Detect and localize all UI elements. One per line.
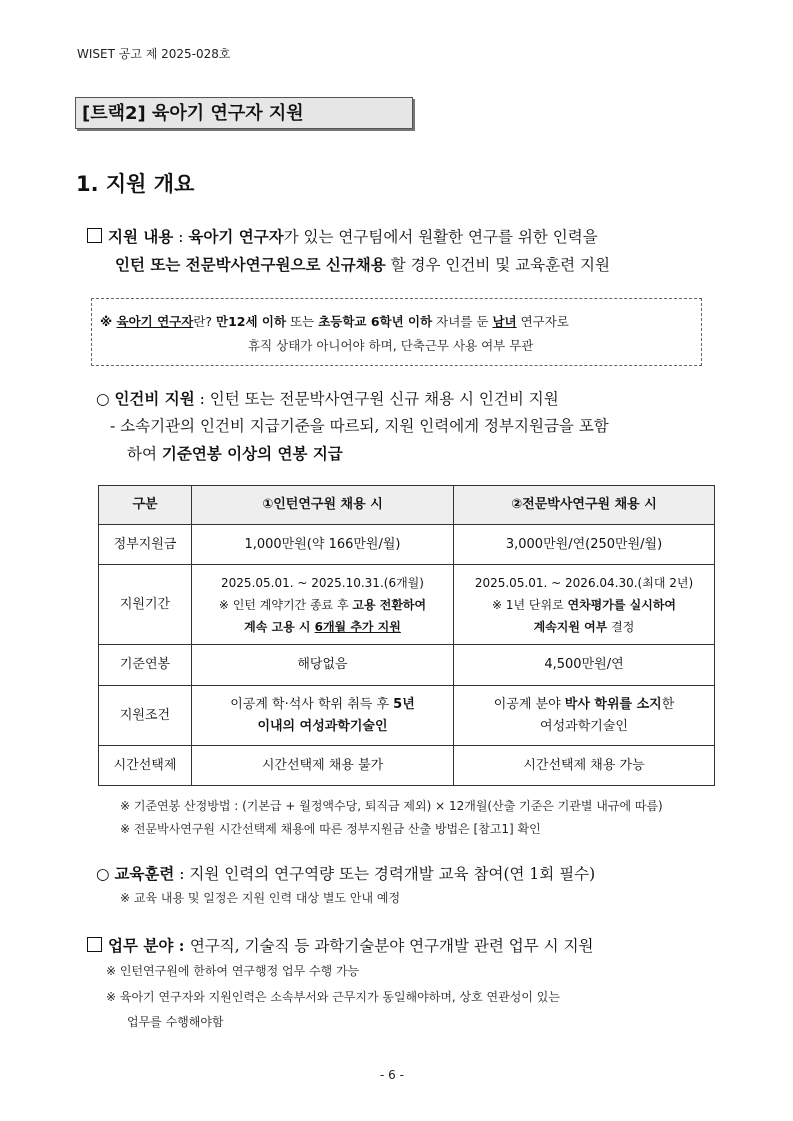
table-header-category: 구분 [99, 486, 192, 525]
circle-bullet-icon: ○ [96, 390, 115, 408]
table-note-time-selective: ※ 전문박사연구원 시간선택제 채용에 따른 정부지원금 산출 방법은 [참고1] 확인 [120, 822, 541, 836]
table-row-gov-funding: 정부지원금 1,000만원(약 166만원/월) 3,000만원/연(250만원/월) [99, 525, 715, 565]
table-row-time-selective: 시간선택제 시간선택제 채용 불가 시간선택제 채용 가능 [99, 746, 715, 786]
definition-note-box [91, 298, 702, 366]
support-content-line1: 지원 내용 : 육아기 연구자가 있는 연구팀에서 원활한 연구를 위한 인력을 [87, 225, 598, 247]
childcare-researcher-term: 육아기 연구자 [188, 228, 284, 246]
circle-bullet-icon: ○ [96, 865, 115, 883]
support-table [98, 485, 715, 786]
table-header-postdoc: ②전문박사연구원 채용 시 [454, 486, 715, 525]
work-field-note2-cont: 업무를 수행해야함 [127, 1015, 224, 1029]
page-number: - 6 - [380, 1068, 404, 1082]
training-line: ○ 교육훈련 : 지원 인력의 연구역량 또는 경력개발 교육 참여(연 1회 필수) [96, 865, 596, 883]
work-field-note2: ※ 육아기 연구자와 지원인력은 소속부서와 근무지가 동일해야하며, 상호 연관성이 있는 [106, 990, 560, 1004]
table-note-salary-calc: ※ 기준연봉 산정방법 : (기본급 + 월정액수당, 퇴직금 제외) × 12개월(산출 기준은 기관별 내규에 따름) [120, 799, 663, 813]
definition-note-line2: 휴직 상태가 아니어야 하며, 단축근무 사용 여부 무관 [248, 338, 534, 353]
labor-support-line: ○ 인건비 지원 : 인턴 또는 전문박사연구원 신규 채용 시 인건비 지원 [96, 390, 559, 408]
table-row-period: 지원기간 2025.05.01. ~ 2025.10.31.(6개월) ※ 인턴 계약기간 종료 후 고용 전환하여 계속 고용 시 6개월 추가 지원 2025.05.01. ~ 2026.04.30.(최대 2년) ※ 1년 단위로 연차평가를 실시하여 계속지원 여부 결정 [99, 565, 715, 645]
definition-note-line1: ※ 육아기 연구자란? 만12세 이하 또는 초등학교 6학년 이하 자녀를 둔 남녀 연구자로 [100, 314, 569, 329]
table-header-row [99, 486, 715, 525]
labor-support-sub2: 하여 기준연봉 이상의 연봉 지급 [127, 445, 343, 463]
section-title: 1. 지원 개요 [76, 172, 195, 196]
track-title: [트랙2] 육아기 연구자 지원 [75, 97, 413, 129]
support-content-line2: 인턴 또는 전문박사연구원으로 신규채용 할 경우 인건비 및 교육훈련 지원 [115, 256, 610, 274]
checkbox-square-icon [87, 937, 102, 952]
table-row-base-salary: 기준연봉 해당없음 4,500만원/연 [99, 645, 715, 686]
work-field-note1: ※ 인턴연구원에 한하여 연구행정 업무 수행 가능 [106, 964, 360, 978]
training-note: ※ 교육 내용 및 일정은 지원 인력 대상 별도 안내 예정 [120, 891, 401, 905]
labor-support-sub1: - 소속기관의 인건비 지급기준을 따르되, 지원 인력에게 정부지원금을 포함 [110, 417, 609, 435]
work-field-line: 업무 분야 : 연구직, 기술직 등 과학기술분야 연구개발 관련 업무 시 지원 [87, 934, 594, 956]
document-code: WISET 공고 제 2025-028호 [77, 47, 231, 61]
checkbox-square-icon [87, 228, 102, 243]
table-header-intern: ①인턴연구원 채용 시 [192, 486, 454, 525]
table-row-conditions: 지원조건 이공계 학·석사 학위 취득 후 5년 이내의 여성과학기술인 이공계 분야 박사 학위를 소지한 여성과학기술인 [99, 686, 715, 746]
support-content-label: 지원 내용 [108, 228, 174, 246]
